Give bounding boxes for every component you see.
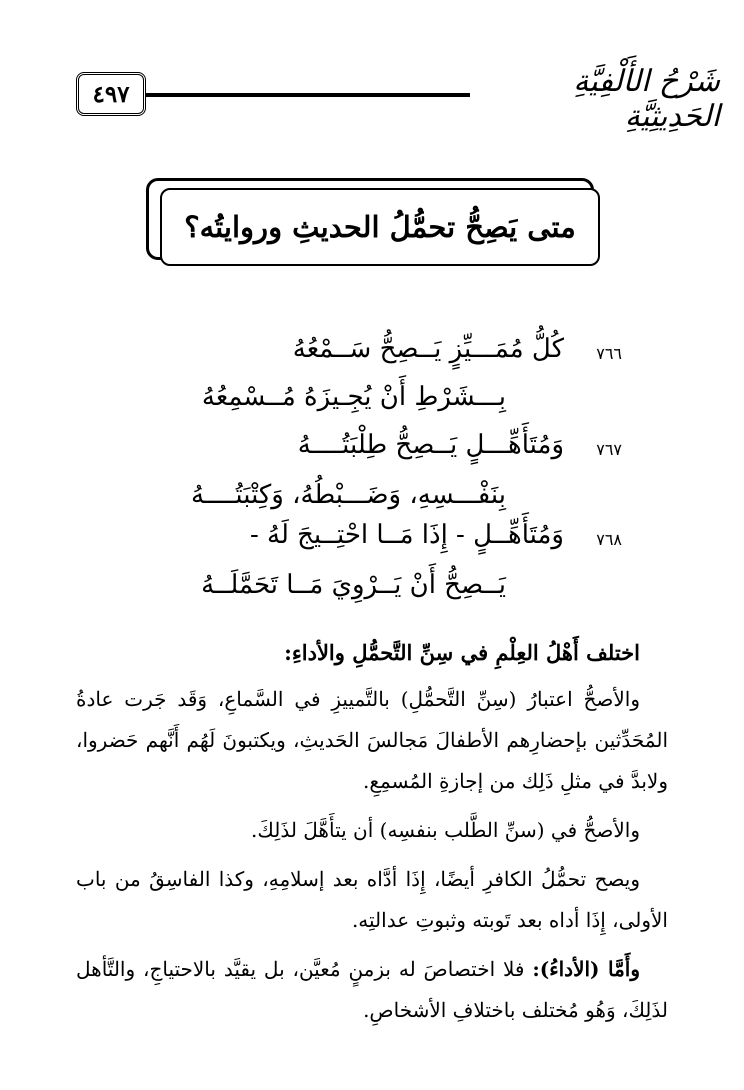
paragraph bbox=[76, 949, 668, 1031]
verse-number: ٧٦٦ bbox=[596, 344, 622, 363]
section-title: متى يَصِحُّ تحمُّلُ الحديثِ وروايتُه؟ bbox=[184, 210, 576, 244]
verse-first-hemistich: وَمُتَأَهِّـــلٍ يَــصِحُّ طِلْبَتُــــهُ bbox=[297, 430, 564, 460]
paragraph: والأصحُّ اعتبارُ (سِنِّ التَّحمُّلِ) بالتَّمييزِ في السَّماعِ، وَقَد جَرت عادةُ المُحَدِّثين بإحضارِهم الأطفالَ مَجالسَ الحَديثِ، ويكتبونَ لَهُم أَنَّهم حَضروا، ولابدَّ في مثلِ ذَلِك من إجازةِ المُسمِعِ. bbox=[76, 687, 668, 793]
paragraph-label: وأَمَّا (الأداءُ): bbox=[532, 957, 641, 981]
verse-number: ٧٦٧ bbox=[596, 440, 622, 459]
book-title: شَرْحُ الأَلْفِيَّةِ الحَدِيثِيَّةِ bbox=[573, 64, 720, 134]
page-number-box bbox=[76, 72, 146, 116]
commentary bbox=[76, 632, 668, 1039]
verse-first-hemistich: وَمُتَأَهِّــلٍ - إِذَا مَــا احْتِــيجَ لَهُ - bbox=[249, 520, 564, 550]
section-title-frame bbox=[160, 188, 600, 266]
paragraph-heading: اختلف أَهْلُ العِلْمِ في سِنِّ التَّحمُّلِ والأداءِ: bbox=[284, 640, 640, 665]
verse-second-hemistich: بِـــشَرْطِ أَنْ يُجِـيزَهُ مُــسْمِعُهُ bbox=[201, 382, 506, 412]
verse-number: ٧٦٨ bbox=[596, 530, 622, 549]
paragraph: والأصحُّ في (سنِّ الطَّلب بنفسِه) أن يتأَهَّلَ لذَلِكَ. bbox=[251, 818, 640, 842]
paragraph-text: فلا اختصاصَ له بزمنٍ مُعيَّن، بل يقيَّد بالاحتياجِ، والتَّأهل لذَلِكَ، وَهُو مُختلف باختلافِ الأشخاصِ. bbox=[76, 957, 668, 1022]
verse-first-hemistich: كُلُّ مُمَـــيِّزٍ يَــصِحُّ سَــمْعُهُ bbox=[292, 334, 564, 364]
verse-second-hemistich: يَــصِحُّ أَنْ يَــرْوِيَ مَــا تَحَمَّلَــهُ bbox=[201, 570, 506, 600]
paragraph: ويصح تحمُّلُ الكافرِ أيضًا، إِذَا أدَّاه بعد إسلامِهِ، وكذا الفاسِقُ من باب الأولى، إِذَا أداه بعد تَوبته وثبوتِ عدالتِه. bbox=[76, 867, 668, 932]
header-rule bbox=[146, 93, 470, 97]
verse-second-hemistich: بِنَفْـــسِهِ، وَضَـــبْطُهُ، وَكِتْبَتُــــهُ bbox=[190, 480, 506, 510]
page-header bbox=[0, 0, 744, 134]
page-number: ٤٩٧ bbox=[92, 80, 130, 108]
poem bbox=[0, 320, 744, 620]
